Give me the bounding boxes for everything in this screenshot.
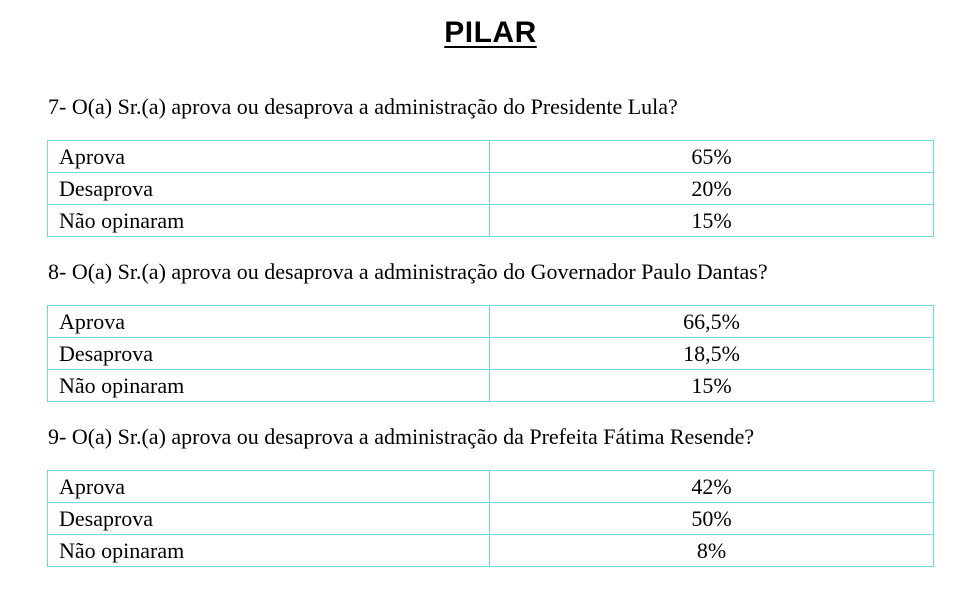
- answer-percentage: 8%: [490, 535, 934, 567]
- question-9: 9- O(a) Sr.(a) aprova ou desaprova a administração da Prefeita Fátima Resende?: [48, 424, 755, 449]
- question-7: 7- O(a) Sr.(a) aprova ou desaprova a administração do Presidente Lula?: [48, 94, 678, 119]
- answer-label: Desaprova: [48, 338, 490, 370]
- answer-label: Desaprova: [48, 503, 490, 535]
- answer-label: Não opinaram: [48, 535, 490, 567]
- question-8: 8- O(a) Sr.(a) aprova ou desaprova a administração do Governador Paulo Dantas?: [48, 259, 768, 284]
- table-row: [48, 205, 934, 237]
- table-row: [48, 306, 934, 338]
- results-table-question-8: [47, 305, 934, 402]
- results-table-question-9: [47, 470, 934, 567]
- answer-percentage: 15%: [490, 370, 934, 402]
- page-title: PILAR: [444, 16, 537, 49]
- answer-label: Desaprova: [48, 173, 490, 205]
- answer-percentage: 20%: [490, 173, 934, 205]
- table-row: [48, 338, 934, 370]
- answer-percentage: 15%: [490, 205, 934, 237]
- answer-percentage: 66,5%: [490, 306, 934, 338]
- answer-percentage: 42%: [490, 471, 934, 503]
- answer-label: Aprova: [48, 306, 490, 338]
- table-row: [48, 503, 934, 535]
- results-table-question-7: [47, 140, 934, 237]
- answer-label: Aprova: [48, 471, 490, 503]
- table-row: [48, 471, 934, 503]
- answer-percentage: 50%: [490, 503, 934, 535]
- answer-percentage: 18,5%: [490, 338, 934, 370]
- table-row: [48, 535, 934, 567]
- table-row: [48, 141, 934, 173]
- table-row: [48, 173, 934, 205]
- answer-label: Não opinaram: [48, 370, 490, 402]
- answer-percentage: 65%: [490, 141, 934, 173]
- answer-label: Não opinaram: [48, 205, 490, 237]
- table-row: [48, 370, 934, 402]
- answer-label: Aprova: [48, 141, 490, 173]
